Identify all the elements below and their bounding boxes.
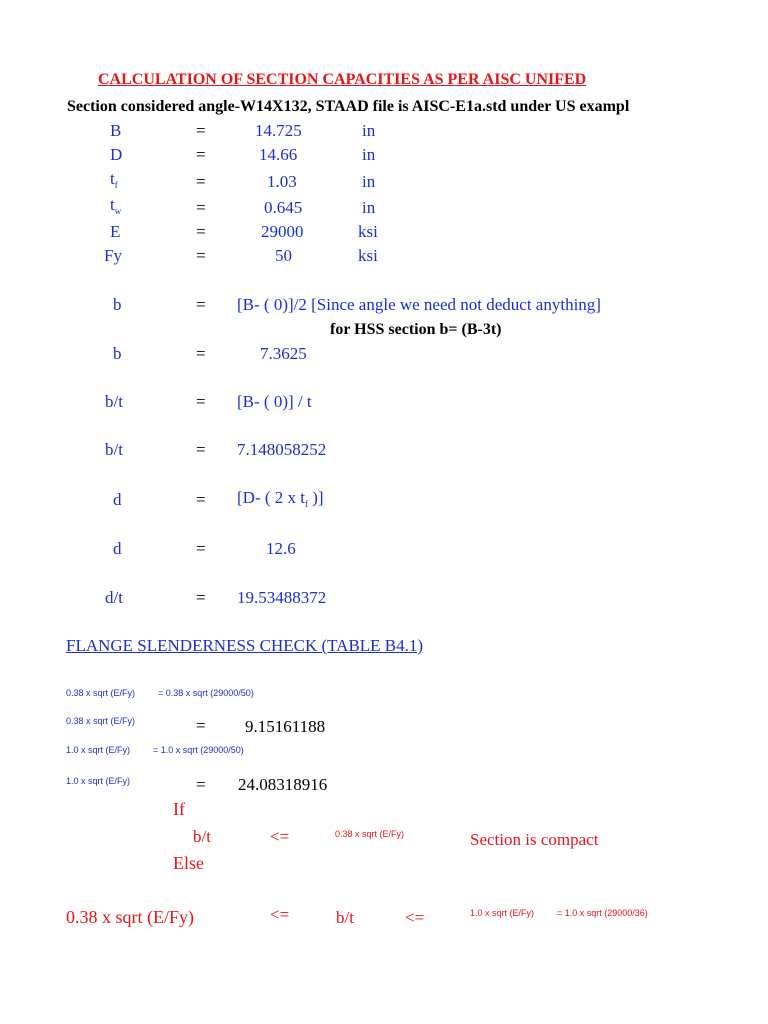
calc-symbol: d <box>113 539 122 558</box>
prop-equals: = <box>196 145 206 164</box>
flange-heading: FLANGE SLENDERNESS CHECK (TABLE B4.1) <box>66 636 424 655</box>
prop-unit: in <box>362 172 376 191</box>
else-keyword: Else <box>173 853 204 873</box>
prop-equals: = <box>196 172 206 191</box>
prop-value: 29000 <box>261 222 304 241</box>
prop-value: 50 <box>275 246 292 265</box>
prop-symbol: Fy <box>104 246 122 265</box>
logic-bt: b/t <box>336 908 354 927</box>
prop-value: 14.66 <box>259 145 298 164</box>
calc-symbol: b/t <box>105 440 123 459</box>
upper-limit-expression: = 1.0 x sqrt (29000/36) <box>557 908 648 918</box>
calc-symbol: b/t <box>105 392 123 411</box>
prop-unit: ksi <box>358 246 378 265</box>
lower-limit: 0.38 x sqrt (E/Fy) <box>66 907 194 927</box>
prop-value: 1.03 <box>267 172 297 191</box>
calc-equals: = <box>196 539 206 558</box>
calc-symbol: b <box>113 344 122 363</box>
flange-limit-label: 1.0 x sqrt (E/Fy) <box>66 745 131 755</box>
prop-value: 0.645 <box>264 198 303 217</box>
prop-symbol: $t_w$ <box>110 195 122 216</box>
calc-equals: = <box>196 295 206 314</box>
prop-equals: = <box>196 198 206 217</box>
prop-symbol: $t_f$ <box>110 169 118 190</box>
calc-equals: = <box>196 344 206 363</box>
flange-limit-expression: = 0.38 x sqrt (29000/50) <box>158 688 254 698</box>
prop-value: 14.725 <box>255 121 302 140</box>
logic-operator: <= <box>405 908 425 927</box>
prop-unit: in <box>362 145 376 164</box>
calc-value: 7.3625 <box>260 344 307 363</box>
calc-expression: [D- ( 2 x $t_f$ )] <box>237 488 324 509</box>
logic-limit: 0.38 x sqrt (E/Fy) <box>335 829 405 839</box>
calc-equals: = <box>196 392 206 411</box>
calc-value: 12.6 <box>266 539 296 558</box>
calc-symbol: b <box>113 295 122 314</box>
flange-limit-label: 0.38 x sqrt (E/Fy) <box>66 688 136 698</box>
flange-limit-value: 9.15161188 <box>245 717 326 736</box>
prop-symbol: E <box>110 222 121 241</box>
calc-equals: = <box>196 440 206 459</box>
flange-limit-equals: = <box>196 775 206 794</box>
flange-limit-value: 24.08318916 <box>238 775 328 794</box>
calc-value: 19.53488372 <box>237 588 327 607</box>
page-title: CALCULATION OF SECTION CAPACITIES AS PER AISC UNIFED <box>98 71 587 88</box>
flange-limit-label: 0.38 x sqrt (E/Fy) <box>66 716 136 726</box>
prop-equals: = <box>196 121 206 140</box>
section-description: Section considered angle-W14X132, STAAD file is AISC-E1a.std under US exampl <box>67 98 630 115</box>
prop-symbol: B <box>110 121 122 140</box>
calc-equals: = <box>196 490 206 509</box>
prop-unit: ksi <box>358 222 378 241</box>
calc-symbol: d <box>113 490 122 509</box>
prop-symbol: D <box>110 145 123 164</box>
calc-value: 7.148058252 <box>237 440 327 459</box>
logic-operator: <= <box>270 905 290 924</box>
calc-expression: [B- ( 0)] / t <box>237 392 312 411</box>
prop-equals: = <box>196 246 206 265</box>
flange-limit-label: 1.0 x sqrt (E/Fy) <box>66 776 131 786</box>
hss-note: for HSS section b= (B-3t) <box>330 321 502 338</box>
logic-bt: b/t <box>193 827 211 846</box>
prop-unit: in <box>362 198 376 217</box>
prop-unit: in <box>362 121 376 140</box>
flange-limit-equals: = <box>196 716 206 735</box>
logic-operator: <= <box>270 827 290 846</box>
upper-limit: 1.0 x sqrt (E/Fy) <box>470 908 535 918</box>
if-keyword: If <box>173 799 185 819</box>
calc-equals: = <box>196 588 206 607</box>
flange-limit-expression: = 1.0 x sqrt (29000/50) <box>153 745 244 755</box>
prop-equals: = <box>196 222 206 241</box>
calc-symbol: d/t <box>105 588 123 607</box>
calc-expression: [B- ( 0)]/2 [Since angle we need not deduct anything] <box>237 295 601 314</box>
compact-result: Section is compact <box>470 830 599 849</box>
